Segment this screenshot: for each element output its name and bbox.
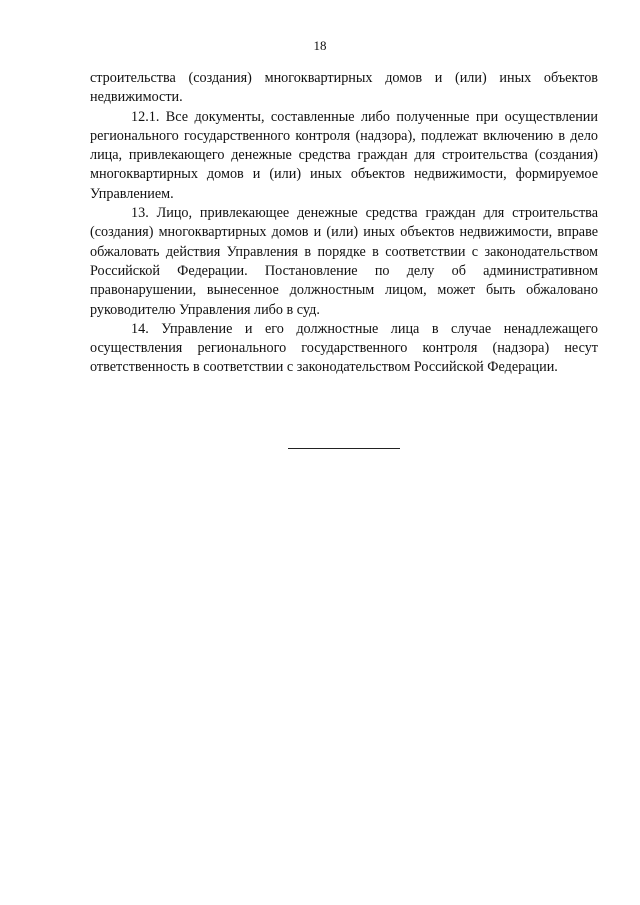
- document-body: [90, 69, 598, 378]
- end-of-document-rule: [288, 448, 400, 449]
- paragraph-continuation: строительства (создания) многоквартирных домов и (или) иных объектов недвижимости.: [90, 70, 598, 106]
- paragraph-14: 14. Управление и его должностные лица в случае ненадлежащего осуществления регионального государственного контроля (надзора) несут ответственность в соответствии с законодательством Российской Федерации.: [90, 320, 598, 376]
- paragraph-12-1: 12.1. Все документы, составленные либо полученные при осуществлении регионального государственного контроля (надзора), подлежат включению в дело лица, привлекающего денежные средства граждан для строительства (создания) многоквартирных домов и (или) иных объектов недвижимости, формируемое Управлением.: [90, 108, 598, 202]
- paragraph-13: 13. Лицо, привлекающее денежные средства граждан для строительства (создания) многоквартирных домов и (или) иных объектов недвижимости, вправе обжаловать действия Управления в порядке в соответствии с законодательством Российской Федерации. Постановление по делу об административном правонарушении, вынесенное должностным лицом, может быть обжаловано руководителю Управления либо в суд.: [90, 205, 598, 318]
- page-number: 18: [313, 38, 327, 53]
